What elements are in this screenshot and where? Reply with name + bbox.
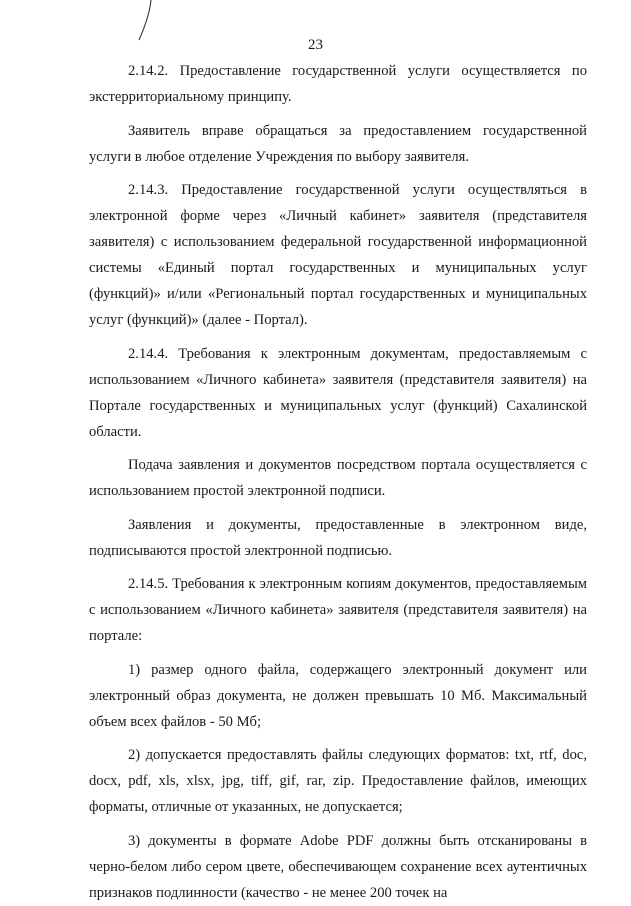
list-item-file-size: 1) размер одного файла, содержащего электронный документ или электронный образ документа, не должен превышать 10 Мб. Максимальный объем всех файлов - 50 Мб;	[89, 661, 587, 730]
paragraph-2-14-5: 2.14.5. Требования к электронным копиям документов, предоставляемым с использованием «Личного кабинета» заявителя (представителя заявителя) на портале:	[89, 576, 587, 644]
paragraph-submission-signature: Подача заявления и документов посредством портала осуществляется с использованием простой электронной подписи.	[89, 457, 587, 499]
paragraph-2-14-3: 2.14.3. Предоставление государственной услуги осуществляться в электронной форме через «Личный кабинет» заявителя (представителя заявителя) с использованием федеральной государственной информационной системы «Единый портал государственных и муниципальных услуг (функций)» и/или «Региональный портал государственных и муниципальных услуг (функций)» (далее - Портал).	[89, 182, 587, 328]
list-item-pdf-requirements: 3) документы в формате Adobe PDF должны быть отсканированы в черно-белом либо сером цвете, обеспечивающем сохранение всех аутентичных признаков подлинности (качество - не менее 200 точек на	[89, 832, 587, 901]
page-number: 23	[308, 37, 323, 53]
paragraph-2-14-2: 2.14.2. Предоставление государственной услуги осуществляется по экстерриториальному принципу.	[89, 63, 587, 105]
paragraph-2-14-4: 2.14.4. Требования к электронным документам, предоставляемым с использованием «Личного кабинета» заявителя (представителя заявителя) на Портале государственных и муниципальных услуг (функций) Сахалинской области.	[89, 345, 587, 440]
paragraph-signed-documents: Заявления и документы, предоставленные в электронном виде, подписываются простой электронной подписью.	[89, 516, 587, 559]
list-item-file-formats: 2) допускается предоставлять файлы следующих форматов: txt, rtf, doc, docx, pdf, xls, xlsx, jpg, tiff, gif, rar, zip. Предоставление файлов, имеющих форматы, отличные от указанных, не допускается;	[89, 747, 587, 815]
paragraph-applicant-right: Заявитель вправе обращаться за предоставлением государственной услуги в любое отделение Учреждения по выбору заявителя.	[89, 122, 587, 165]
document-body	[89, 58, 587, 906]
